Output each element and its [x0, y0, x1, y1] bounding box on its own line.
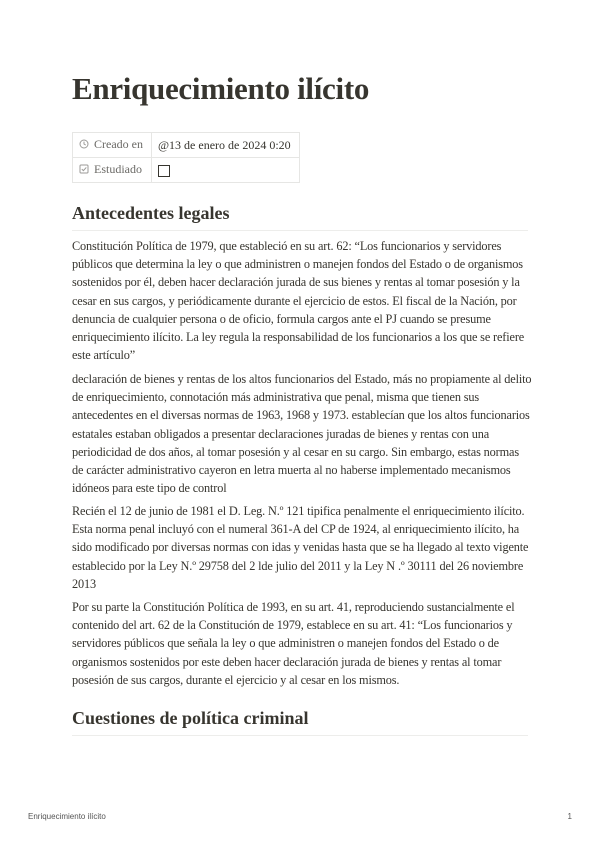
property-name: Creado en: [94, 137, 143, 152]
property-name: Estudiado: [94, 162, 142, 177]
property-row-created: [73, 133, 300, 158]
footer-title: Enriquecimiento ilícito: [28, 812, 106, 821]
property-name-cell: [73, 133, 152, 158]
paragraph: Por su parte la Constitución Política de 1993, en su art. 41, reproduciendo sustancialmente el contenido del art. 62 de la Constitución de 1979, establece en su art. 41: “Los funcionarios y servidores públicos que señala la ley o que administren o manejen fondos del Estado o de organismos sostenidos por este deben hacer declaración jurada de bienes y rentas al tomar posesión de sus cargos, durante el ejercicio y al cesar en los mismos.: [72, 600, 515, 687]
property-value-studied: [152, 158, 300, 183]
clock-icon: [79, 138, 89, 153]
paragraph: Constitución Política de 1979, que estableció en su art. 62: “Los funcionarios y servidores públicos que determina la ley o que administren o manejen fondos del Estado o de organismos sostenidos por él, deben hacer declaración jurada de sus bienes y rentas al tomar posesión y la cesar en sus cargos, y periódicamente durante el ejercicio de estos. El fiscal de la Nación, por denuncia de cualquier persona o de oficio, formula cargos ante el PJ cuando se presume enriquecimiento ilícito. La ley regula la responsabilidad de los funcionarios a los que se refiere este artículo”: [72, 239, 525, 363]
property-row-studied: [73, 158, 300, 183]
section-heading-politica-criminal: Cuestiones de política criminal: [72, 708, 528, 736]
page-title: Enriquecimiento ilícito: [72, 71, 370, 106]
properties-table: [72, 132, 300, 183]
studied-checkbox[interactable]: [158, 165, 170, 177]
section-heading-antecedentes: Antecedentes legales: [72, 203, 528, 231]
footer-page-number: 1: [567, 812, 572, 821]
property-name-cell: [73, 158, 152, 183]
checkbox-property-icon: [79, 163, 89, 178]
property-value-created: @13 de enero de 2024 0:20: [152, 133, 300, 158]
paragraph: declaración de bienes y rentas de los altos funcionarios del Estado, más no propiamente al delito de enriquecimiento, connotación más administrativa que penal, misma que tienen sus antecedentes en el diversas normas de 1963, 1968 y 1973. establecían que los altos funcionarios estatales estaban obligados a presentar declaraciones juradas de bienes y rentas con una periodicidad de dos años, al tomar posesión y al cesar en su cargo. Sin embargo, estas normas de carácter administrativo cayeron en letra muerta al no haberse implementado mecanismos idóneos para este tipo de control: [72, 372, 532, 496]
paragraph: Recién el 12 de junio de 1981 el D. Leg. N.º 121 tipifica penalmente el enriquecimiento ilícito. Esta norma penal incluyó con el numeral 361-A del CP de 1924, al enriquecimiento ilícito, ha sido modificado por diversas normas con idas y venidas hasta que se ha llegado al texto vigente establecido por la Ley N.º 29758 del 2 lde julio del 2011 y la Ley N .º 30111 del 26 noviembre 2013: [72, 504, 529, 591]
